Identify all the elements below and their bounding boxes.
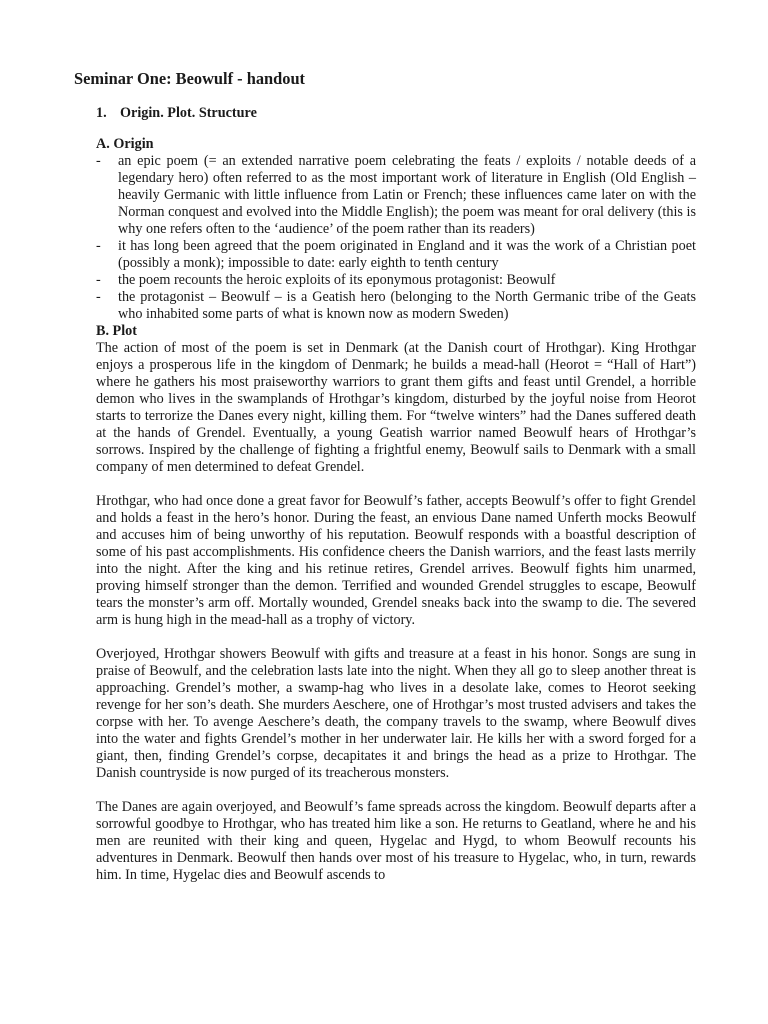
section-label: Origin. Plot. Structure: [120, 105, 257, 121]
plot-paragraph: The action of most of the poem is set in Denmark (at the Danish court of Hrothgar). King Hrothgar enjoys a prosperous life in the kingdom of Denmark; he builds a mead-hall (Heorot = “Hall of Hart”) where he gathers his most praiseworthy warriors to grant them gifts and feast until Grendel, a horrible demon who lives in the swamplands of Hrothgar’s kingdom, disturbed by the joyful noise from Heorot starts to terrorize the Danes every night, killing them. For “twelve winters” had the Danes suffered death at the hands of Grendel. Eventually, a young Geatish warrior named Beowulf hears of Hrothgar’s sorrows. Inspired by the challenge of fighting a frightful enemy, Beowulf sails to Denmark with a small company of men determined to defeat Grendel.: [96, 340, 696, 475]
plot-heading: B. Plot: [96, 323, 137, 339]
plot-paragraph: Overjoyed, Hrothgar showers Beowulf with gifts and treasure at a feast in his honor. Songs are sung in praise of Beowulf, and the celebration lasts late into the night. When they all go to sleep another threat is approaching. Grendel’s mother, a swamp-hag who lives in a desolate lake, comes to Heorot seeking revenge for her son’s death. She murders Aeschere, one of Hrothgar’s most trusted advisers and takes the corpse with her. To avenge Aeschere’s death, the company travels to the swamp, where Beowulf dives into the water and fights Grendel’s mother in her underwater lair. He kills her with a sword forged for a giant, then, finding Grendel’s corpse, decapitates it and brings the head as a prize to Hrothgar. The Danish countryside is now purged of its treacherous monsters.: [96, 646, 696, 781]
list-item: - it has long been agreed that the poem originated in England and it was the work of a Christian poet (possibly a monk); impossible to date: early eighth to tenth century: [96, 238, 696, 271]
origin-bullet-list: [96, 153, 696, 323]
list-item: - an epic poem (= an extended narrative poem celebrating the feats / exploits / notable deeds of a legendary hero) often referred to as the most important work of literature in English (Old English – heavily Germanic with little influence from Latin or French; these influences came later on with the Norman conquest and evolved into the Middle English); the poem was meant for oral delivery (this is why one refers often to the ‘audience’ of the poem rather than its readers): [96, 153, 696, 237]
plot-paragraph: The Danes are again overjoyed, and Beowulf’s fame spreads across the kingdom. Beowulf departs after a sorrowful goodbye to Hrothgar, who has treated him like a son. He returns to Geatland, where he and his men are reunited with their king and queen, Hygelac and Hygd, to whom Beowulf recounts his adventures in Denmark. Beowulf then hands over most of his treasure to Hygelac, who, in turn, rewards him. In time, Hygelac dies and Beowulf ascends to: [96, 799, 696, 883]
plot-paragraph: Hrothgar, who had once done a great favor for Beowulf’s father, accepts Beowulf’s offer to fight Grendel and holds a feast in the hero’s honor. During the feast, an envious Dane named Unferth mocks Beowulf and accuses him of being unworthy of his reputation. Beowulf responds with a boastful description of some of his past accomplishments. His confidence cheers the Danish warriors, and the feast lasts merrily into the night. After the king and his retinue retires, Grendel arrives. Beowulf fights him unarmed, proving himself stronger than the demon. Terrified and wounded Grendel struggles to escape, Beowulf tears the monster’s arm off. Mortally wounded, Grendel sneaks back into the swamp to die. The severed arm is hung high in the mead-hall as a trophy of victory.: [96, 493, 696, 628]
section-number: 1.: [96, 105, 107, 121]
origin-heading: A. Origin: [96, 136, 154, 152]
document-page: [74, 66, 696, 901]
section-heading: [96, 105, 696, 122]
list-item: - the poem recounts the heroic exploits of its eponymous protagonist: Beowulf: [96, 272, 556, 288]
list-item: - the protagonist – Beowulf – is a Geatish hero (belonging to the North Germanic tribe of the Geats who inhabited some parts of what is known now as modern Sweden): [96, 289, 696, 322]
page-title: Seminar One: Beowulf - handout: [74, 69, 306, 88]
